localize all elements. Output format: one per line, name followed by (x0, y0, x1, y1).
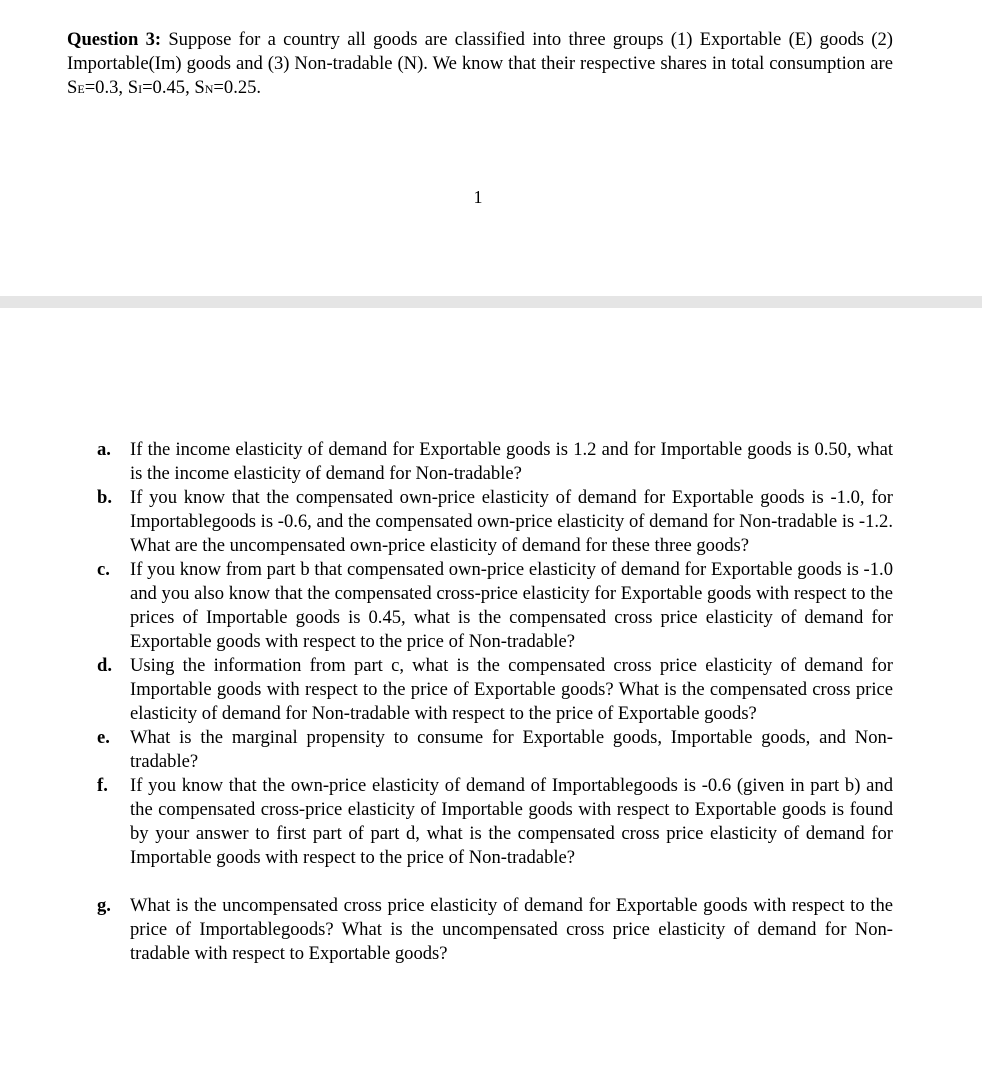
item-text: If the income elasticity of demand for Exportable goods is 1.2 and for Importable goods is 0.50, what is the income elasticity of demand for Non-tradable? (130, 439, 893, 484)
share-subscript-i: I (138, 82, 143, 96)
share-subscript-e: E (77, 82, 85, 96)
item-letter: c. (97, 559, 110, 580)
question-list (97, 438, 893, 966)
question-item-c (97, 558, 893, 654)
intro-text-2: =0.3, S (84, 77, 139, 98)
item-letter: b. (97, 487, 112, 508)
page-number: 1 (473, 187, 483, 207)
item-letter: e. (97, 727, 110, 748)
item-text: If you know that the own-price elasticity of demand of Importablegoods is -0.6 (given in part b) and the compensated cross-price elasticity of Importable goods with respect to Exportable goods is found by your answer to first part of part d, what is the compensated cross price elasticity of demand for Importable goods with respect to the price of Non-tradable? (130, 775, 893, 868)
item-text: If you know that the compensated own-price elasticity of demand for Exportable goods is -1.0, for Importablegoods is -0.6, and the compensated own-price elasticity of demand for Non-tradable is -1.2. What are the uncompensated own-price elasticity of demand for these three goods? (130, 487, 893, 556)
item-text: If you know from part b that compensated own-price elasticity of demand for Exportable goods is -1.0 and you also know that the compensated cross-price elasticity for Exportable goods with respect to the prices of Importable goods is 0.45, what is the compensated cross price elasticity of demand for Exportable goods with respect to the price of Non-tradable? (130, 559, 893, 652)
item-letter: d. (97, 655, 112, 676)
item-text: Using the information from part c, what is the compensated cross price elasticity of demand for Importable goods with respect to the price of Exportable goods? What is the compensated cross price elasticity of demand for Non-tradable with respect to the price of Exportable goods? (130, 655, 893, 724)
intro-text-3: =0.45, S (142, 77, 205, 98)
question-item-d (97, 654, 893, 726)
question-label: Question 3: (67, 29, 162, 50)
item-text: What is the uncompensated cross price elasticity of demand for Exportable goods with respect to the price of Importablegoods? What is the uncompensated cross price elasticity of demand for Non-tradable with respect to Exportable goods? (130, 895, 893, 964)
item-letter: a. (97, 439, 111, 460)
question-item-e (97, 726, 893, 774)
intro-text-1: Suppose for a country all goods are classified into three groups (1) Exportable (E) goods (2) Importable(Im) goods and (3) Non-tradable (N). We know that their respective shares in total consumption are S (67, 29, 893, 98)
question-item-g (97, 894, 893, 966)
question-item-f (97, 774, 893, 870)
question-item-b (97, 486, 893, 558)
page-top (0, 0, 982, 296)
share-subscript-n: N (204, 82, 214, 96)
page-separator (0, 296, 982, 308)
item-letter: f. (97, 775, 108, 796)
item-letter: g. (97, 895, 111, 916)
item-text: What is the marginal propensity to consume for Exportable goods, Importable goods, and Non-tradable? (130, 727, 893, 772)
intro-text-4: =0.25. (213, 77, 262, 98)
question-item-a (97, 438, 893, 486)
question-intro (67, 28, 893, 101)
